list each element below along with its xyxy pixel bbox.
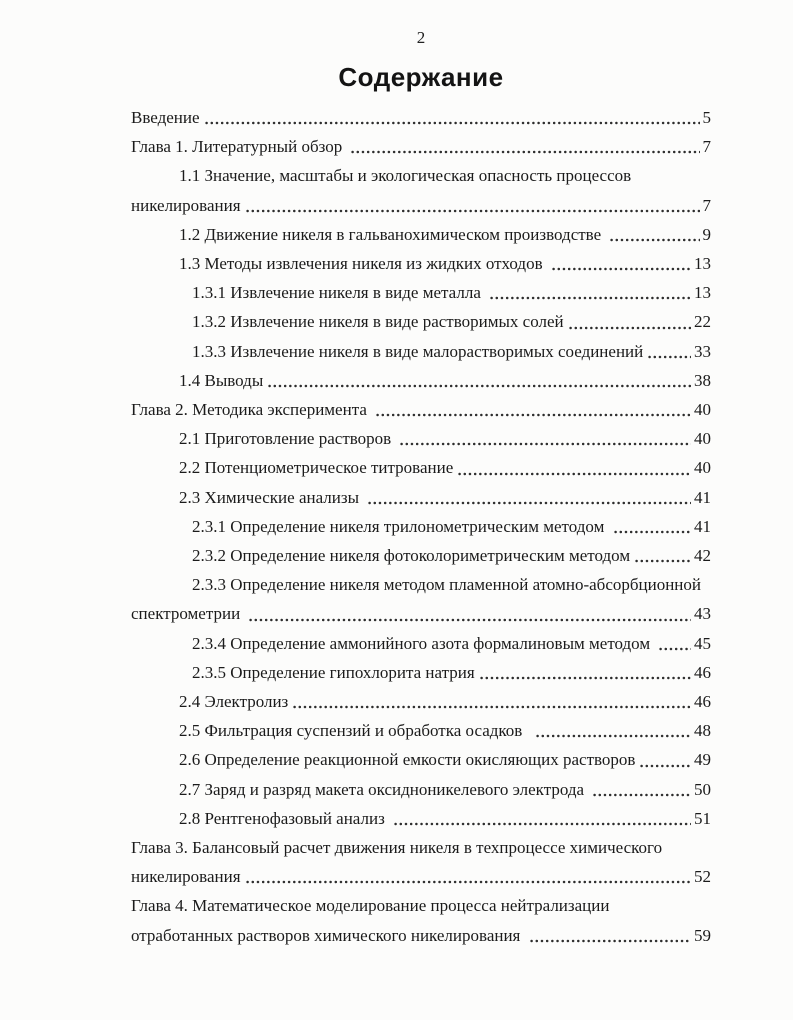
toc-entry-text: 1.3 Методы извлечения никеля из жидких отходов	[179, 254, 547, 274]
toc-entry-text: 1.1 Значение, масштабы и экологическая опасность процессов	[179, 166, 632, 186]
toc-row	[131, 629, 711, 658]
toc-entry-text: 1.3.1 Извлечение никеля в виде металла	[192, 283, 486, 303]
toc-row	[131, 599, 711, 628]
toc-entry-text: 2.7 Заряд и разряд макета оксидноникелевого электрода	[179, 779, 589, 799]
toc-row	[131, 161, 711, 190]
toc-row	[131, 687, 711, 716]
toc-entry-text: 2.4 Электролиз	[179, 692, 289, 712]
toc-row	[131, 891, 711, 920]
dot-leader	[568, 326, 691, 330]
toc-row	[131, 862, 711, 891]
dot-leader	[248, 618, 691, 622]
toc-row	[131, 483, 711, 512]
toc-entry-text: Глава 1. Литературный обзор	[131, 137, 347, 157]
toc-row	[131, 833, 711, 862]
toc-entry-text: Глава 2. Методика эксперимента	[131, 400, 372, 420]
toc-page-number: 13	[694, 283, 711, 303]
toc-page-number: 22	[694, 312, 711, 332]
toc-entry-text: Глава 3. Балансовый расчет движения никеля в техпроцессе химического	[131, 838, 663, 858]
toc-row	[131, 337, 711, 366]
toc-row	[131, 804, 711, 833]
toc-entry-text: никелирования	[131, 867, 241, 887]
dot-leader	[393, 822, 691, 826]
dot-leader	[489, 296, 691, 300]
dot-leader	[592, 793, 691, 797]
toc-entry-text: 1.4 Выводы	[179, 370, 264, 390]
dot-leader	[551, 267, 691, 271]
toc-page-number: 49	[694, 750, 711, 770]
toc-entry-text: спектрометрии	[131, 604, 245, 624]
toc-page-number: 45	[694, 633, 711, 653]
dot-leader	[535, 734, 691, 738]
toc-page-number: 41	[694, 516, 711, 536]
toc-page-number: 46	[694, 662, 711, 682]
toc-row	[131, 775, 711, 804]
toc-row	[131, 395, 711, 424]
toc-page-number: 48	[694, 721, 711, 741]
toc-page-number: 42	[694, 546, 711, 566]
toc-row	[131, 307, 711, 336]
toc-entry-text: 2.3.1 Определение никеля трилонометрическим методом	[192, 516, 609, 536]
toc-row	[131, 103, 711, 132]
toc-row	[131, 745, 711, 774]
toc-row	[131, 541, 711, 570]
toc-page-number: 5	[702, 108, 711, 127]
toc-row	[131, 132, 711, 161]
toc-row	[131, 570, 711, 599]
toc-page-number: 13	[694, 254, 711, 274]
toc-row	[131, 512, 711, 541]
toc-page-number: 43	[694, 604, 711, 624]
dot-leader	[647, 355, 691, 359]
toc-page-number: 40	[694, 429, 711, 449]
toc-entry-text: 2.2 Потенциометрическое титрование	[179, 458, 454, 478]
toc-page-number: 40	[694, 400, 711, 420]
dot-leader	[245, 880, 691, 884]
page-title: Содержание	[338, 62, 504, 92]
toc-entry-text: 1.3.2 Извлечение никеля в виде растворимых солей	[192, 312, 564, 332]
toc-entry-text: отработанных растворов химического никелирования	[131, 925, 525, 945]
toc-entry-text: Глава 4. Математическое моделирование процесса нейтрализации	[131, 896, 610, 916]
dot-leader	[639, 764, 691, 768]
toc-entry-text: 2.6 Определение реакционной емкости окисляющих растворов	[179, 750, 636, 770]
page-number: 2	[416, 28, 426, 47]
toc-entry-text: Введение	[131, 108, 200, 127]
toc-entry-text: никелирования	[131, 195, 241, 215]
toc-row	[131, 191, 711, 220]
toc-entry-text: 2.5 Фильтрация суспензий и обработка осадков	[179, 721, 531, 741]
dot-leader	[204, 121, 700, 125]
toc-entry-text: 2.3.2 Определение никеля фотоколориметрическим методом	[192, 546, 631, 566]
toc-page-number: 51	[694, 808, 711, 828]
toc-page-number: 38	[694, 370, 711, 390]
toc-page-number: 9	[702, 224, 711, 244]
toc-row	[131, 220, 711, 249]
dot-leader	[267, 384, 691, 388]
toc-page-number: 7	[702, 137, 711, 157]
table-of-contents	[131, 103, 711, 950]
toc-row	[131, 424, 711, 453]
toc-row	[131, 453, 711, 482]
toc-entry-text: 1.3.3 Извлечение никеля в виде малорастворимых соединений	[192, 341, 644, 361]
toc-page-number: 52	[694, 867, 711, 887]
toc-row	[131, 921, 711, 950]
toc-row	[131, 366, 711, 395]
toc-page-number: 41	[694, 487, 711, 507]
toc-entry-text: 2.3.3 Определение никеля методом пламенной атомно-абсорбционной	[192, 575, 701, 595]
dot-leader	[613, 530, 691, 534]
toc-page-number: 50	[694, 779, 711, 799]
dot-leader	[529, 939, 691, 943]
dot-leader	[375, 413, 691, 417]
dot-leader	[457, 472, 691, 476]
dot-leader	[350, 150, 699, 154]
toc-entry-text: 1.2 Движение никеля в гальванохимическом производстве	[179, 224, 606, 244]
page-content	[131, 28, 711, 950]
toc-row	[131, 658, 711, 687]
toc-entry-text: 2.3.4 Определение аммонийного азота формалиновым методом	[192, 633, 655, 653]
toc-entry-text: 2.3 Химические анализы	[179, 487, 364, 507]
dot-leader	[399, 442, 691, 446]
toc-row	[131, 278, 711, 307]
toc-page-number: 46	[694, 692, 711, 712]
dot-leader	[479, 676, 691, 680]
toc-entry-text: 2.8 Рентгенофазовый анализ	[179, 808, 390, 828]
toc-page-number: 59	[694, 925, 711, 945]
dot-leader	[609, 238, 699, 242]
toc-entry-text: 2.1 Приготовление растворов	[179, 429, 396, 449]
dot-leader	[658, 647, 691, 651]
toc-row	[131, 716, 711, 745]
toc-page-number: 7	[702, 195, 711, 215]
dot-leader	[245, 209, 700, 213]
toc-row	[131, 249, 711, 278]
dot-leader	[367, 501, 691, 505]
toc-page-number: 33	[694, 341, 711, 361]
toc-entry-text: 2.3.5 Определение гипохлорита натрия	[192, 662, 475, 682]
dot-leader	[634, 559, 691, 563]
toc-page-number: 40	[694, 458, 711, 478]
dot-leader	[292, 705, 691, 709]
